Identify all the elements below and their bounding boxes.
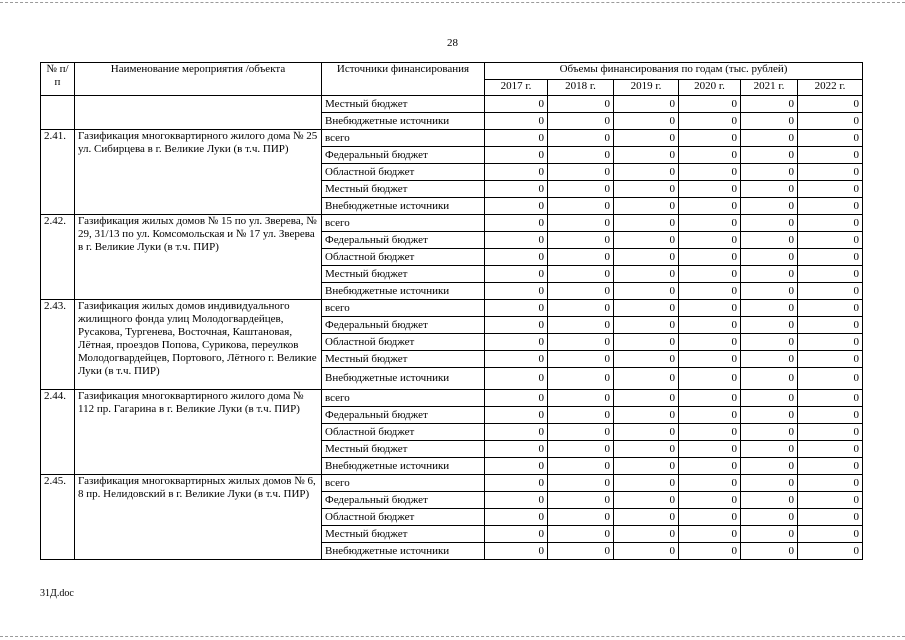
value-cell: 0 [485, 407, 548, 424]
value-cell: 0 [798, 198, 863, 215]
source-cell: Внебюджетные источники [322, 113, 485, 130]
value-cell: 0 [614, 424, 679, 441]
value-cell: 0 [548, 441, 614, 458]
index-cell [41, 96, 75, 130]
table-row [41, 215, 863, 232]
value-cell: 0 [741, 232, 798, 249]
page-number: 28 [447, 37, 458, 49]
value-cell: 0 [679, 475, 741, 492]
value-cell: 0 [485, 543, 548, 560]
value-cell: 0 [614, 164, 679, 181]
source-cell: Внебюджетные источники [322, 368, 485, 390]
source-cell: Местный бюджет [322, 266, 485, 283]
value-cell: 0 [485, 164, 548, 181]
scan-bottom-edge [0, 636, 905, 637]
value-cell: 0 [798, 475, 863, 492]
value-cell: 0 [798, 368, 863, 390]
value-cell: 0 [614, 130, 679, 147]
value-cell: 0 [798, 181, 863, 198]
value-cell: 0 [741, 390, 798, 407]
financing-table [40, 62, 863, 560]
value-cell: 0 [614, 458, 679, 475]
item-name: Газификация многоквартирных жилых домов № 6, 8 пр. Нелидовский в г. Великие Луки (в т.ч. ПИР) [75, 475, 322, 560]
value-cell: 0 [798, 317, 863, 334]
value-cell: 0 [798, 390, 863, 407]
value-cell: 0 [679, 130, 741, 147]
value-cell: 0 [679, 113, 741, 130]
source-cell: Местный бюджет [322, 181, 485, 198]
value-cell: 0 [614, 526, 679, 543]
value-cell: 0 [679, 283, 741, 300]
value-cell: 0 [741, 475, 798, 492]
value-cell: 0 [741, 300, 798, 317]
name-cell [75, 96, 322, 130]
header-year: 2022 г. [798, 80, 863, 96]
value-cell: 0 [679, 458, 741, 475]
value-cell: 0 [548, 266, 614, 283]
value-cell: 0 [485, 181, 548, 198]
value-cell: 0 [548, 334, 614, 351]
value-cell: 0 [548, 368, 614, 390]
value-cell: 0 [614, 232, 679, 249]
value-cell: 0 [679, 526, 741, 543]
value-cell: 0 [485, 458, 548, 475]
item-index: 2.44. [41, 390, 75, 475]
source-cell: всего [322, 300, 485, 317]
value-cell: 0 [485, 317, 548, 334]
header-volumes: Объемы финансирования по годам (тыс. рублей) [485, 63, 863, 80]
value-cell: 0 [798, 334, 863, 351]
item-index: 2.43. [41, 300, 75, 390]
source-cell: Федеральный бюджет [322, 232, 485, 249]
value-cell: 0 [548, 181, 614, 198]
value-cell: 0 [548, 492, 614, 509]
value-cell: 0 [485, 232, 548, 249]
value-cell: 0 [548, 475, 614, 492]
source-cell: Внебюджетные источники [322, 458, 485, 475]
value-cell: 0 [741, 198, 798, 215]
header-name: Наименование мероприятия /объекта [75, 63, 322, 96]
value-cell: 0 [679, 198, 741, 215]
source-cell: Внебюджетные источники [322, 283, 485, 300]
value-cell: 0 [548, 407, 614, 424]
value-cell: 0 [679, 509, 741, 526]
value-cell: 0 [741, 215, 798, 232]
value-cell: 0 [741, 249, 798, 266]
value-cell: 0 [679, 164, 741, 181]
value-cell: 0 [679, 232, 741, 249]
value-cell: 0 [485, 130, 548, 147]
value-cell: 0 [741, 351, 798, 368]
value-cell: 0 [485, 215, 548, 232]
value-cell: 0 [741, 266, 798, 283]
value-cell: 0 [485, 526, 548, 543]
value-cell: 0 [741, 368, 798, 390]
value-cell: 0 [679, 215, 741, 232]
value-cell: 0 [614, 266, 679, 283]
value-cell: 0 [798, 249, 863, 266]
value-cell: 0 [741, 424, 798, 441]
table-row [41, 130, 863, 147]
value-cell: 0 [614, 441, 679, 458]
value-cell: 0 [679, 300, 741, 317]
value-cell: 0 [741, 526, 798, 543]
value-cell: 0 [614, 407, 679, 424]
value-cell: 0 [614, 475, 679, 492]
value-cell: 0 [741, 113, 798, 130]
value-cell: 0 [798, 283, 863, 300]
value-cell: 0 [485, 351, 548, 368]
value-cell: 0 [798, 424, 863, 441]
value-cell: 0 [741, 130, 798, 147]
value-cell: 0 [679, 368, 741, 390]
header-year: 2017 г. [485, 80, 548, 96]
value-cell: 0 [798, 164, 863, 181]
value-cell: 0 [614, 351, 679, 368]
table-row [41, 475, 863, 492]
value-cell: 0 [741, 283, 798, 300]
value-cell: 0 [679, 147, 741, 164]
value-cell: 0 [614, 334, 679, 351]
value-cell: 0 [741, 334, 798, 351]
source-cell: Местный бюджет [322, 526, 485, 543]
source-cell: всего [322, 130, 485, 147]
source-cell: Областной бюджет [322, 424, 485, 441]
header-number: № п/п [41, 63, 75, 96]
item-name: Газификация жилых домов индивидуального жилищного фонда улиц Молодогвардейцев, Русакова, Тургенева, Восточная, Каштановая, Лётная, проездов Попова, Сурикова, переулков Молодогвардейцев, Портового, Лётного г. Великие Луки (в т.ч. ПИР) [75, 300, 322, 390]
value-cell: 0 [548, 458, 614, 475]
source-cell: Областной бюджет [322, 509, 485, 526]
footer-filename: 31Д.doc [40, 588, 74, 599]
item-index: 2.45. [41, 475, 75, 560]
value-cell: 0 [485, 368, 548, 390]
source-cell: всего [322, 390, 485, 407]
value-cell: 0 [741, 407, 798, 424]
value-cell: 0 [798, 130, 863, 147]
value-cell: 0 [614, 215, 679, 232]
value-cell: 0 [798, 492, 863, 509]
value-cell: 0 [548, 113, 614, 130]
value-cell: 0 [614, 509, 679, 526]
value-cell: 0 [798, 96, 863, 113]
source-cell: Федеральный бюджет [322, 492, 485, 509]
value-cell: 0 [614, 390, 679, 407]
value-cell: 0 [798, 147, 863, 164]
header-year: 2021 г. [741, 80, 798, 96]
value-cell: 0 [798, 266, 863, 283]
source-cell: Областной бюджет [322, 334, 485, 351]
value-cell: 0 [741, 181, 798, 198]
header-year: 2020 г. [679, 80, 741, 96]
value-cell: 0 [679, 424, 741, 441]
value-cell: 0 [485, 113, 548, 130]
value-cell: 0 [548, 96, 614, 113]
item-index: 2.42. [41, 215, 75, 300]
value-cell: 0 [548, 283, 614, 300]
value-cell: 0 [798, 509, 863, 526]
value-cell: 0 [679, 407, 741, 424]
value-cell: 0 [485, 509, 548, 526]
value-cell: 0 [548, 526, 614, 543]
value-cell: 0 [485, 334, 548, 351]
value-cell: 0 [614, 368, 679, 390]
source-cell: Федеральный бюджет [322, 147, 485, 164]
value-cell: 0 [485, 198, 548, 215]
value-cell: 0 [741, 492, 798, 509]
value-cell: 0 [679, 334, 741, 351]
value-cell: 0 [614, 96, 679, 113]
value-cell: 0 [548, 300, 614, 317]
item-name: Газификация жилых домов № 15 по ул. Зверева, № 29, 31/13 по ул. Комсомольская и № 17 ул. Зверева в г. Великие Луки (в т.ч. ПИР) [75, 215, 322, 300]
source-cell: Федеральный бюджет [322, 407, 485, 424]
value-cell: 0 [741, 543, 798, 560]
table-row [41, 390, 863, 407]
table-row [41, 300, 863, 317]
table-row [41, 96, 863, 113]
value-cell: 0 [548, 164, 614, 181]
value-cell: 0 [741, 441, 798, 458]
value-cell: 0 [798, 232, 863, 249]
value-cell: 0 [548, 509, 614, 526]
value-cell: 0 [798, 407, 863, 424]
value-cell: 0 [741, 164, 798, 181]
value-cell: 0 [614, 113, 679, 130]
value-cell: 0 [741, 458, 798, 475]
value-cell: 0 [679, 249, 741, 266]
value-cell: 0 [485, 492, 548, 509]
value-cell: 0 [614, 300, 679, 317]
header-year: 2019 г. [614, 80, 679, 96]
value-cell: 0 [548, 198, 614, 215]
value-cell: 0 [679, 317, 741, 334]
value-cell: 0 [614, 147, 679, 164]
source-cell: Местный бюджет [322, 351, 485, 368]
value-cell: 0 [798, 526, 863, 543]
value-cell: 0 [485, 266, 548, 283]
value-cell: 0 [485, 424, 548, 441]
source-cell: всего [322, 475, 485, 492]
value-cell: 0 [679, 266, 741, 283]
value-cell: 0 [741, 96, 798, 113]
source-cell: Областной бюджет [322, 249, 485, 266]
value-cell: 0 [679, 181, 741, 198]
value-cell: 0 [614, 317, 679, 334]
value-cell: 0 [614, 249, 679, 266]
value-cell: 0 [548, 147, 614, 164]
scan-top-edge [0, 2, 905, 3]
header-source: Источники финансирования [322, 63, 485, 96]
source-cell: Внебюджетные источники [322, 543, 485, 560]
header-year: 2018 г. [548, 80, 614, 96]
item-name: Газификация многоквартирного жилого дома № 112 пр. Гагарина в г. Великие Луки (в т.ч. ПИР) [75, 390, 322, 475]
value-cell: 0 [485, 283, 548, 300]
value-cell: 0 [548, 249, 614, 266]
value-cell: 0 [548, 543, 614, 560]
value-cell: 0 [679, 390, 741, 407]
value-cell: 0 [679, 492, 741, 509]
value-cell: 0 [679, 543, 741, 560]
value-cell: 0 [485, 300, 548, 317]
value-cell: 0 [798, 215, 863, 232]
value-cell: 0 [485, 249, 548, 266]
value-cell: 0 [548, 317, 614, 334]
value-cell: 0 [548, 130, 614, 147]
value-cell: 0 [485, 475, 548, 492]
value-cell: 0 [485, 390, 548, 407]
value-cell: 0 [485, 441, 548, 458]
value-cell: 0 [798, 300, 863, 317]
source-cell: Областной бюджет [322, 164, 485, 181]
value-cell: 0 [548, 215, 614, 232]
source-cell: Местный бюджет [322, 441, 485, 458]
value-cell: 0 [614, 181, 679, 198]
source-cell: Федеральный бюджет [322, 317, 485, 334]
value-cell: 0 [741, 509, 798, 526]
source-cell: Местный бюджет [322, 96, 485, 113]
value-cell: 0 [798, 351, 863, 368]
value-cell: 0 [614, 543, 679, 560]
value-cell: 0 [614, 198, 679, 215]
value-cell: 0 [548, 424, 614, 441]
item-name: Газификация многоквартирного жилого дома № 25 ул. Сибирцева в г. Великие Луки (в т.ч. ПИР) [75, 130, 322, 215]
item-index: 2.41. [41, 130, 75, 215]
value-cell: 0 [798, 113, 863, 130]
value-cell: 0 [798, 458, 863, 475]
value-cell: 0 [798, 441, 863, 458]
source-cell: Внебюджетные источники [322, 198, 485, 215]
value-cell: 0 [679, 351, 741, 368]
value-cell: 0 [679, 441, 741, 458]
value-cell: 0 [741, 147, 798, 164]
value-cell: 0 [548, 232, 614, 249]
value-cell: 0 [548, 351, 614, 368]
value-cell: 0 [614, 492, 679, 509]
value-cell: 0 [485, 96, 548, 113]
value-cell: 0 [798, 543, 863, 560]
value-cell: 0 [679, 96, 741, 113]
value-cell: 0 [485, 147, 548, 164]
source-cell: всего [322, 215, 485, 232]
value-cell: 0 [741, 317, 798, 334]
table-body [41, 96, 863, 560]
value-cell: 0 [548, 390, 614, 407]
value-cell: 0 [614, 283, 679, 300]
